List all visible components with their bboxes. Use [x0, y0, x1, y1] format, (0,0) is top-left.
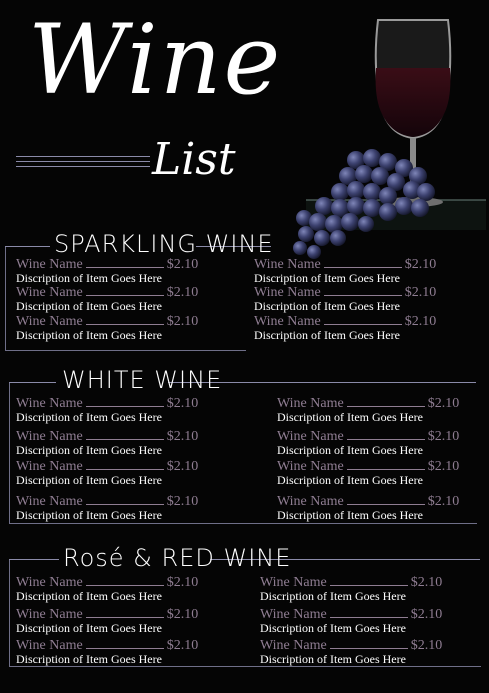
wine-description: Discription of Item Goes Here [16, 271, 162, 285]
wine-name: Wine Name [16, 607, 83, 622]
wine-name: Wine Name [277, 494, 344, 509]
menu-item [254, 286, 454, 313]
menu-item [260, 576, 460, 603]
wine-name: Wine Name [16, 575, 83, 590]
menu-item [277, 430, 477, 457]
wine-description: Discription of Item Goes Here [16, 299, 162, 313]
wine-price: $2.10 [404, 257, 437, 272]
wine-description: Discription of Item Goes Here [277, 508, 423, 522]
wine-name: Wine Name [277, 459, 344, 474]
wine-price: $2.10 [166, 575, 199, 590]
wine-price: $2.10 [410, 575, 443, 590]
wine-name: Wine Name [16, 285, 83, 300]
wine-description: Discription of Item Goes Here [16, 473, 162, 487]
wine-description: Discription of Item Goes Here [260, 589, 406, 603]
wine-price: $2.10 [166, 257, 199, 272]
menu-item [16, 495, 216, 522]
menu-item [16, 576, 216, 603]
wine-description: Discription of Item Goes Here [254, 299, 400, 313]
wine-glass-grapes-illustration [286, 10, 486, 260]
wine-description: Discription of Item Goes Here [277, 443, 423, 457]
title-wine: Wine [28, 4, 283, 116]
wine-price: $2.10 [166, 429, 199, 444]
wine-name: Wine Name [254, 285, 321, 300]
title-decor-lines [16, 156, 150, 168]
wine-price: $2.10 [410, 638, 443, 653]
wine-price: $2.10 [166, 494, 199, 509]
menu-item [16, 430, 216, 457]
wine-name: Wine Name [277, 396, 344, 411]
wine-description: Discription of Item Goes Here [260, 621, 406, 635]
wine-name: Wine Name [16, 314, 83, 329]
wine-price: $2.10 [166, 396, 199, 411]
wine-name: Wine Name [277, 429, 344, 444]
menu-item [16, 397, 216, 424]
wine-name: Wine Name [16, 638, 83, 653]
menu-item [260, 639, 460, 666]
wine-name: Wine Name [16, 429, 83, 444]
wine-description: Discription of Item Goes Here [16, 508, 162, 522]
section-title-white: WHITE WINE [62, 366, 223, 394]
wine-description: Discription of Item Goes Here [277, 410, 423, 424]
wine-price: $2.10 [427, 429, 460, 444]
menu-item [16, 460, 216, 487]
wine-description: Discription of Item Goes Here [16, 410, 162, 424]
wine-name: Wine Name [16, 459, 83, 474]
menu-item [16, 608, 216, 635]
wine-price: $2.10 [166, 607, 199, 622]
wine-price: $2.10 [427, 459, 460, 474]
menu-item [16, 286, 216, 313]
wine-description: Discription of Item Goes Here [277, 473, 423, 487]
section-rule [5, 246, 50, 247]
wine-name: Wine Name [16, 396, 83, 411]
wine-price: $2.10 [166, 285, 199, 300]
wine-price: $2.10 [166, 314, 199, 329]
menu-item [16, 639, 216, 666]
wine-description: Discription of Item Goes Here [16, 652, 162, 666]
wine-name: Wine Name [260, 607, 327, 622]
menu-item [16, 258, 216, 285]
wine-description: Discription of Item Goes Here [260, 652, 406, 666]
wine-name: Wine Name [254, 257, 321, 272]
wine-description: Discription of Item Goes Here [16, 621, 162, 635]
title-list: List [152, 134, 236, 185]
wine-price: $2.10 [166, 459, 199, 474]
wine-description: Discription of Item Goes Here [254, 328, 400, 342]
wine-name: Wine Name [260, 638, 327, 653]
wine-description: Discription of Item Goes Here [16, 443, 162, 457]
section-title-rose-red: Rosé & RED WINE [63, 544, 292, 572]
wine-name: Wine Name [16, 494, 83, 509]
wine-price: $2.10 [166, 638, 199, 653]
menu-item [254, 258, 454, 285]
wine-price: $2.10 [404, 285, 437, 300]
section-title-sparkling: SPARKLING WINE [54, 230, 274, 258]
section-rule [9, 559, 59, 560]
menu-item [277, 460, 477, 487]
wine-description: Discription of Item Goes Here [16, 589, 162, 603]
menu-item [277, 397, 477, 424]
menu-item [16, 315, 216, 342]
wine-name: Wine Name [16, 257, 83, 272]
wine-price: $2.10 [404, 314, 437, 329]
wine-description: Discription of Item Goes Here [254, 271, 400, 285]
wine-price: $2.10 [427, 494, 460, 509]
menu-item [277, 495, 477, 522]
wine-price: $2.10 [427, 396, 460, 411]
menu-item [260, 608, 460, 635]
wine-name: Wine Name [254, 314, 321, 329]
wine-description: Discription of Item Goes Here [16, 328, 162, 342]
section-rule [9, 382, 56, 383]
menu-item [254, 315, 454, 342]
wine-name: Wine Name [260, 575, 327, 590]
wine-price: $2.10 [410, 607, 443, 622]
